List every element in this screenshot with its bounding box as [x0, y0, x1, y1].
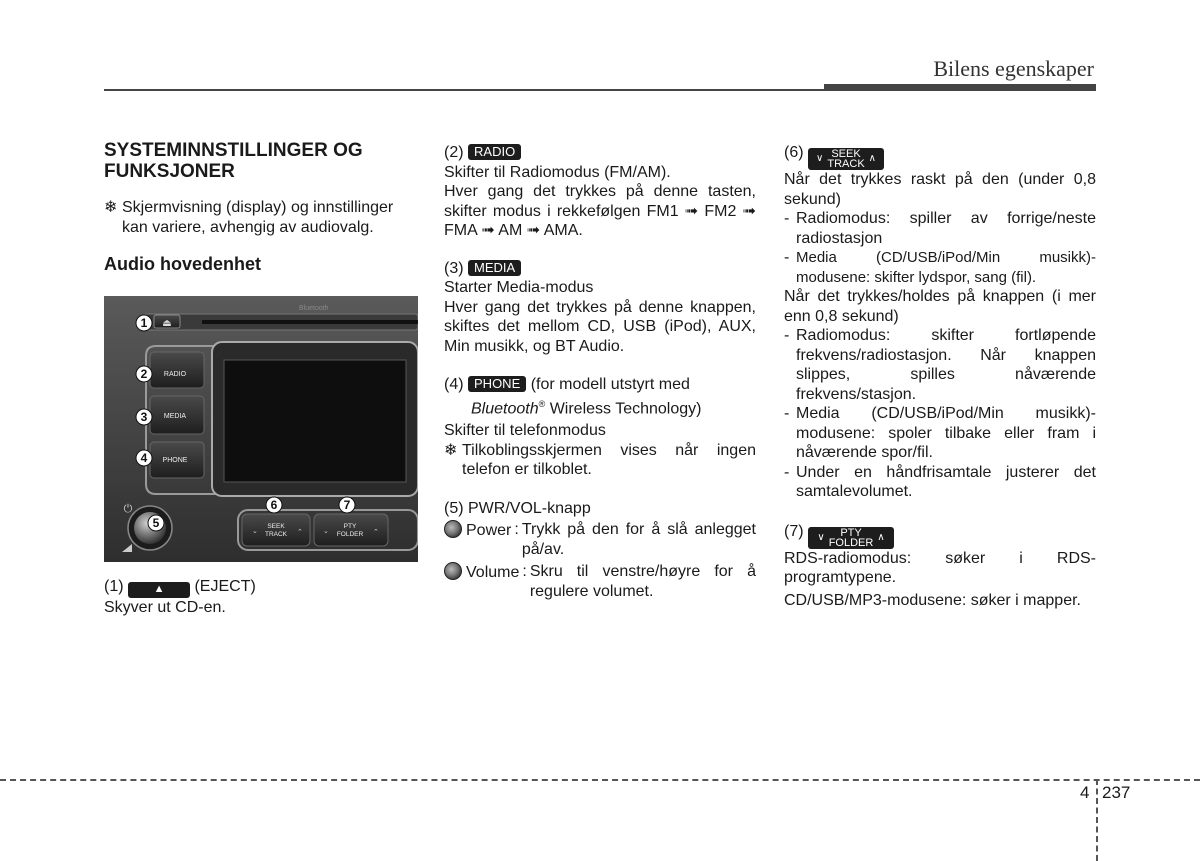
column-1	[104, 140, 418, 275]
eject-number: (1)	[104, 578, 124, 595]
power-label: Power	[466, 522, 512, 540]
callout-2: 2	[140, 367, 148, 381]
heading-line-1: SYSTEMINNSTILLINGER OG	[104, 140, 363, 161]
volume-label-wrap	[444, 562, 519, 601]
volume-label: Volume	[466, 564, 520, 582]
pty-section-number: (7)	[784, 522, 804, 540]
knob-icon	[444, 562, 462, 580]
chevron-down-icon: ⌄	[323, 528, 329, 535]
radio-button-label: RADIO	[163, 371, 187, 378]
media-section-number: (3)	[444, 259, 464, 277]
radio-section-title	[444, 143, 756, 163]
seek-item-2	[784, 248, 1096, 287]
pty-button-label-1: PTY	[343, 523, 357, 530]
callout-1: 1	[140, 316, 148, 330]
snowflake-icon: ❄	[444, 441, 458, 459]
chevron-down-icon: ⌄	[252, 528, 258, 535]
power-label-wrap	[444, 520, 511, 559]
seek-item-3-text: Radiomodus: skifter fortløpende frekvens/radiostasjon. Når knappen slippes, spilles nåværende frekvens/stasjon.	[796, 327, 1096, 403]
seek-item-3	[784, 326, 1096, 404]
audio-subheading: Audio hovedenhet	[104, 254, 261, 274]
pty-button-label-2: FOLDER	[336, 531, 364, 538]
seek-button-label-2: TRACK	[264, 531, 288, 538]
chapter-number: 4	[1080, 783, 1090, 802]
phone-button-label: PHONE	[162, 457, 188, 464]
seek-track-badge	[808, 148, 884, 170]
chevron-up-icon: ⌃	[373, 529, 379, 536]
eject-button-icon: ▲	[128, 582, 190, 598]
pty-badge-line-1: PTY	[840, 526, 862, 539]
dash-bullet: -	[784, 210, 790, 227]
power-row	[444, 520, 756, 559]
power-icon: ⏻	[123, 503, 133, 515]
phone-bluetooth-note	[444, 395, 756, 419]
phone-model-note: (for modell utstyrt med	[530, 376, 690, 393]
volume-text: Skru til venstre/høyre for å regulere volumet.	[529, 563, 756, 600]
bluetooth-term: Bluetooth	[471, 399, 539, 417]
page-number: 237	[1102, 783, 1131, 802]
header-rule-bold	[824, 84, 1096, 91]
eject-section	[104, 577, 418, 617]
seek-button-label-1: SEEK	[267, 523, 285, 530]
column-2	[444, 143, 756, 601]
radio-section-number: (2)	[444, 144, 464, 161]
pty-desc-2: CD/USB/MP3-modusene: søker i mapper.	[784, 591, 1081, 609]
eject-icon: ⏏	[162, 318, 172, 329]
header-rule	[104, 89, 824, 91]
seek-item-4	[784, 404, 1096, 463]
seek-item-5-text: Under en håndfrisamtale justerer det samtalevolumet.	[796, 463, 1096, 500]
radio-desc-1: Skifter til Radiomodus (FM/AM).	[444, 163, 671, 181]
dash-bullet: -	[784, 249, 790, 266]
pty-badge-line-2: FOLDER	[828, 536, 874, 549]
callout-5: 5	[152, 516, 160, 530]
audio-head-unit-illustration	[104, 296, 418, 562]
seek-desc-2: Når det trykkes/holdes på knappen (i mer enn 0,8 sekund)	[784, 288, 1096, 325]
chevron-up-icon: ∧	[877, 531, 885, 543]
radio-desc-2: Hver gang det trykkes på denne tasten, skifter modus i rekkefølgen FM1 ➟ FM2 ➟ FMA ➟ AM ➟ AMA.	[444, 183, 756, 239]
phone-section-title	[444, 375, 756, 395]
section-title: Bilens egenskaper	[933, 56, 1094, 81]
phone-note	[444, 441, 756, 480]
pty-folder-badge-text	[829, 528, 874, 548]
seek-section-number: (6)	[784, 144, 804, 161]
seek-item-1	[784, 209, 1096, 248]
media-section-title	[444, 259, 756, 279]
media-badge: MEDIA	[468, 260, 521, 276]
seek-track-badge-text	[827, 149, 864, 169]
phone-desc-1: Skifter til telefonmodus	[444, 422, 606, 440]
dash-bullet: -	[784, 463, 790, 481]
wireless-tech-text: Wireless Technology)	[545, 399, 702, 417]
chevron-down-icon: ∨	[816, 153, 824, 164]
callout-6: 6	[270, 498, 278, 512]
pty-folder-badge	[808, 527, 894, 549]
callout-4: 4	[140, 451, 148, 465]
radio-badge: RADIO	[468, 144, 521, 160]
power-text: Trykk på den for å slå anlegget på/av.	[521, 521, 756, 558]
callout-3: 3	[140, 410, 148, 424]
pwr-vol-title: (5) PWR/VOL-knapp	[444, 499, 591, 517]
media-desc-1: Starter Media-modus	[444, 279, 594, 296]
seek-item-1-text: Radiomodus: spiller av forrige/neste radiostasjon	[796, 210, 1096, 247]
footer-divider	[1096, 779, 1098, 861]
column-3	[784, 143, 1096, 610]
eject-description: Skyver ut CD-en.	[104, 598, 226, 616]
callout-7: 7	[343, 498, 351, 512]
heading-line-2: FUNKSJONER	[104, 161, 235, 182]
radio-brand-tag: Bluetooth	[299, 305, 329, 312]
media-desc-2: Hver gang det trykkes på denne knappen, skiftes det mellom CD, USB (iPod), AUX, Min musikk, og BT Audio.	[444, 298, 756, 355]
pty-desc-1: RDS-radiomodus: søker i RDS-programtypene.	[784, 549, 1096, 586]
seek-item-4-text: Media (CD/USB/iPod/Min musikk)-modusene: spoler tilbake eller fram i nåværende spor/fil.	[796, 405, 1096, 461]
snowflake-icon: ❄	[104, 199, 118, 216]
seek-badge-line-1: SEEK	[831, 148, 861, 160]
chevron-up-icon: ⌃	[297, 529, 303, 536]
seek-badge-line-2: TRACK	[827, 158, 865, 170]
chevron-down-icon: ∨	[817, 531, 825, 543]
registered-mark: ®	[538, 398, 546, 409]
knob-icon	[444, 520, 462, 538]
page-heading	[104, 140, 418, 182]
seek-section-title	[784, 143, 1096, 170]
seek-item-5	[784, 463, 1096, 502]
seek-desc-1: Når det trykkes raskt på den (under 0,8 sekund)	[784, 171, 1096, 208]
power-colon: :	[514, 521, 519, 539]
seek-item-2-text: Media (CD/USB/iPod/Min musikk)-modusene: skifter lydspor, sang (fil).	[796, 249, 1096, 286]
chevron-up-icon: ∧	[868, 153, 876, 164]
dash-bullet: -	[784, 405, 790, 422]
volume-colon: :	[522, 563, 527, 581]
phone-note-text: Tilkoblingsskjermen vises når ingen telefon er tilkoblet.	[462, 441, 756, 479]
dash-bullet: -	[784, 327, 790, 344]
eject-label: (EJECT)	[194, 578, 256, 595]
pty-section-title	[784, 522, 1096, 549]
phone-badge: PHONE	[468, 376, 526, 392]
display-note-text: Skjermvisning (display) og innstillinger kan variere, avhengig av audiovalg.	[122, 199, 394, 236]
footer-rule	[0, 779, 1200, 781]
eject-line	[104, 577, 418, 598]
media-button-label: MEDIA	[163, 413, 187, 420]
volume-row	[444, 562, 756, 601]
phone-section-number: (4)	[444, 376, 464, 393]
display-note	[104, 198, 418, 237]
